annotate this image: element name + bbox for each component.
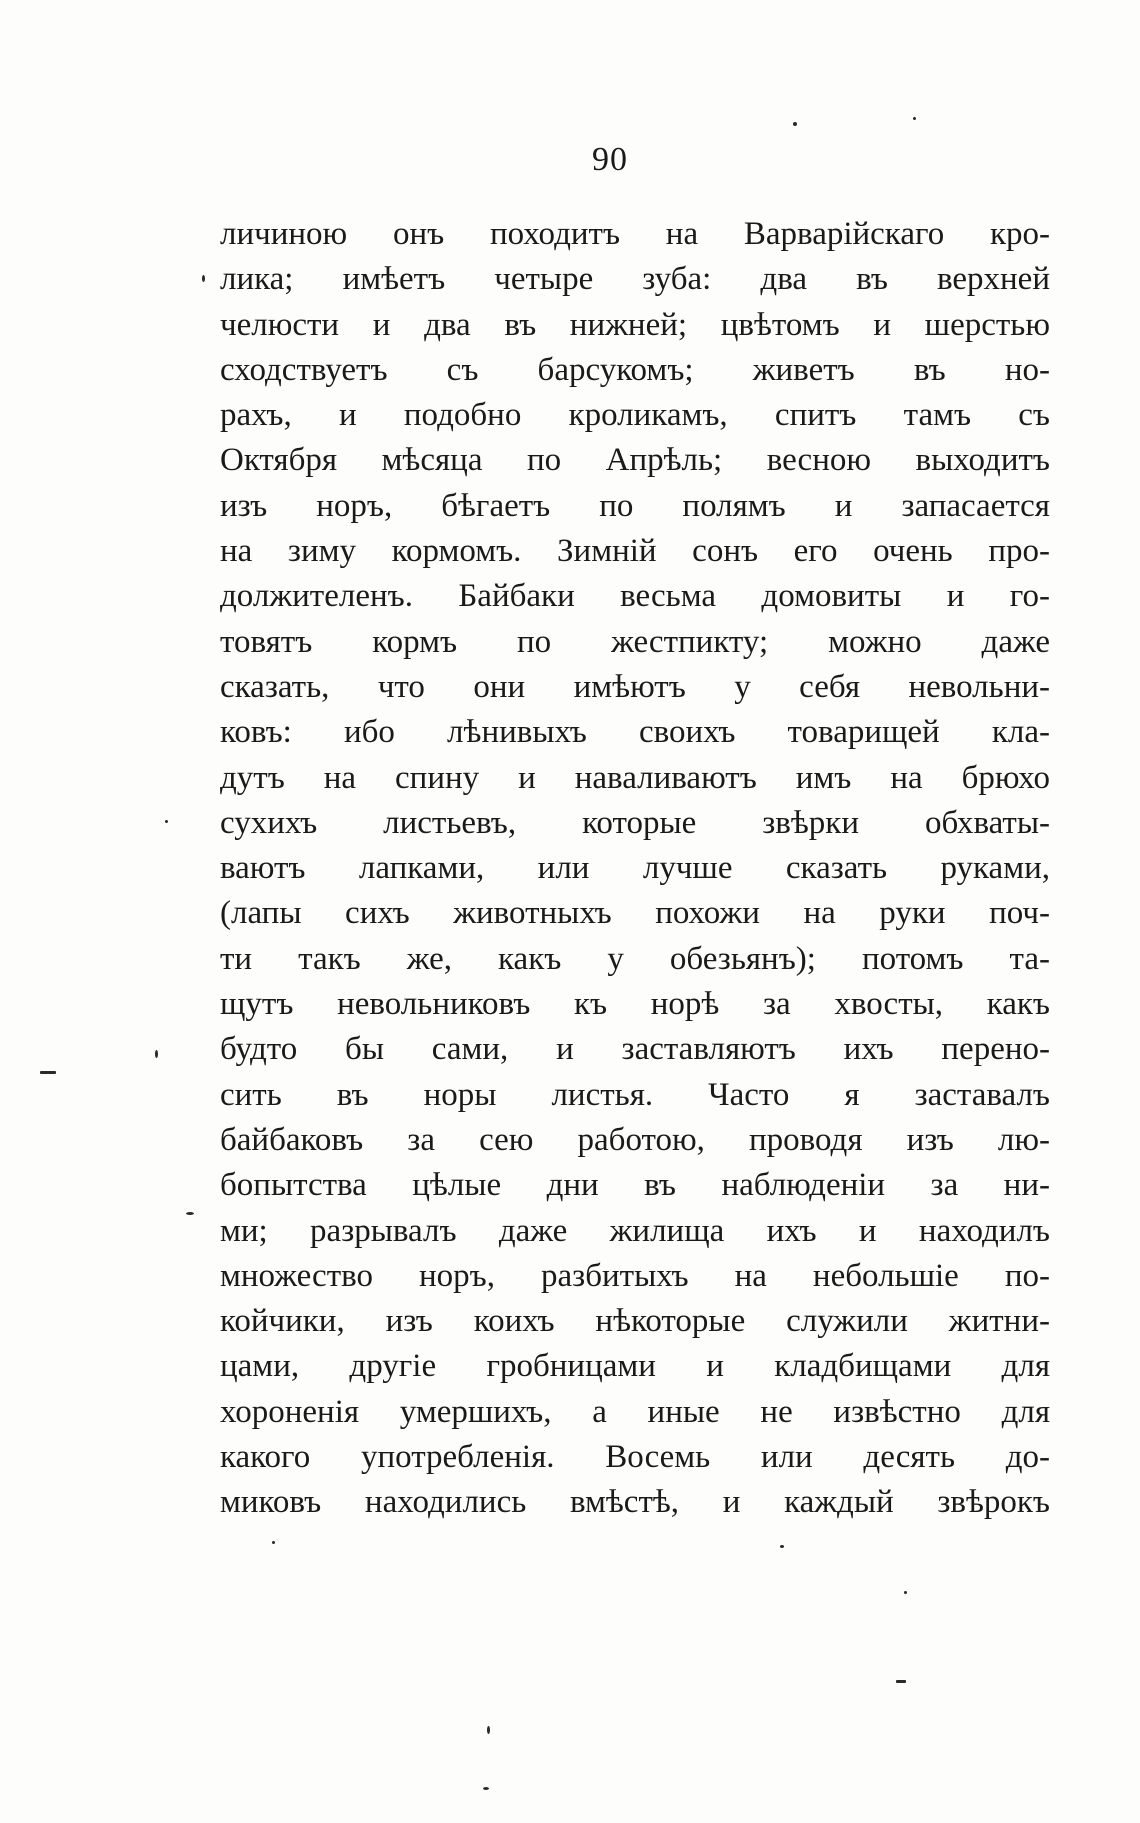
scan-speck <box>165 820 168 823</box>
text-line: койчики, изъ коихъ нѣкоторые служили житни- <box>220 1303 1050 1340</box>
scan-speck <box>202 275 205 282</box>
scan-speck <box>904 1591 907 1594</box>
text-line: цами, другіе гробницами и кладбищами для <box>220 1348 1050 1385</box>
text-line: дутъ на спину и наваливаютъ имъ на брюхо <box>220 759 1050 796</box>
scan-speck <box>40 1071 56 1074</box>
text-line: бопытства цѣлые дни въ наблюденіи за ни- <box>220 1167 1050 1204</box>
text-line: будто бы сами, и заставляютъ ихъ перено- <box>220 1031 1050 1068</box>
text-line: личиною онъ походитъ на Варварійскаго кро- <box>220 216 1050 252</box>
text-line: ми; разрывалъ даже жилища ихъ и находилъ <box>220 1212 1050 1249</box>
text-line: миковъ находились вмѣстѣ, и каждый звѣрокъ <box>220 1484 1050 1521</box>
text-line: сказать, что они имѣютъ у себя невольни- <box>220 668 1050 705</box>
scan-speck <box>155 1050 158 1058</box>
page-body-text <box>220 212 1050 1526</box>
scan-speck <box>483 1787 489 1790</box>
text-line: лика; имѣетъ четыре зуба: два въ верхней <box>220 261 1050 298</box>
text-line: должителенъ. Байбаки весьма домовиты и го- <box>220 578 1050 615</box>
text-line: товятъ кормъ по жестпикту; можно даже <box>220 623 1050 660</box>
scan-speck <box>780 1545 784 1548</box>
text-line: множество норъ, разбитыхъ на небольшіе по- <box>220 1257 1050 1294</box>
text-line: челюсти и два въ нижней; цвѣтомъ и шерстью <box>220 306 1050 343</box>
text-line: рахъ, и подобно кроликамъ, спитъ тамъ съ <box>220 397 1050 434</box>
text-line: ти такъ же, какъ у обезьянъ); потомъ та- <box>220 940 1050 977</box>
scan-speck <box>896 1680 906 1683</box>
text-line: на зиму кормомъ. Зимній сонъ его очень про- <box>220 533 1050 570</box>
text-line: ковъ: ибо лѣнивыхъ своихъ товарищей кла- <box>220 714 1050 751</box>
scan-speck <box>272 1541 275 1544</box>
text-line: сить въ норы листья. Часто я заставалъ <box>220 1076 1050 1113</box>
text-line: сухихъ листьевъ, которые звѣрки обхваты- <box>220 804 1050 841</box>
scan-speck <box>186 1212 194 1215</box>
text-line: какого употребленія. Восемь или десять до- <box>220 1439 1050 1476</box>
text-line: сходствуетъ съ барсукомъ; живетъ въ но- <box>220 351 1050 388</box>
scan-speck <box>793 122 797 126</box>
text-line: щутъ невольниковъ къ норѣ за хвосты, какъ <box>220 986 1050 1023</box>
text-line: байбаковъ за сею работою, проводя изъ лю- <box>220 1121 1050 1158</box>
text-line: изъ норъ, бѣгаетъ по полямъ и запасается <box>220 487 1050 524</box>
text-line: Октября мѣсяца по Апрѣль; весною выходитъ <box>220 442 1050 479</box>
scan-speck <box>913 117 916 120</box>
text-line: (лапы сихъ животныхъ похожи на руки поч- <box>220 895 1050 932</box>
page-number: 90 <box>592 141 628 178</box>
text-line: ваютъ лапками, или лучше сказать руками, <box>220 850 1050 887</box>
scan-speck <box>487 1726 490 1734</box>
text-line: хороненія умершихъ, а иные не извѣстно для <box>220 1393 1050 1430</box>
